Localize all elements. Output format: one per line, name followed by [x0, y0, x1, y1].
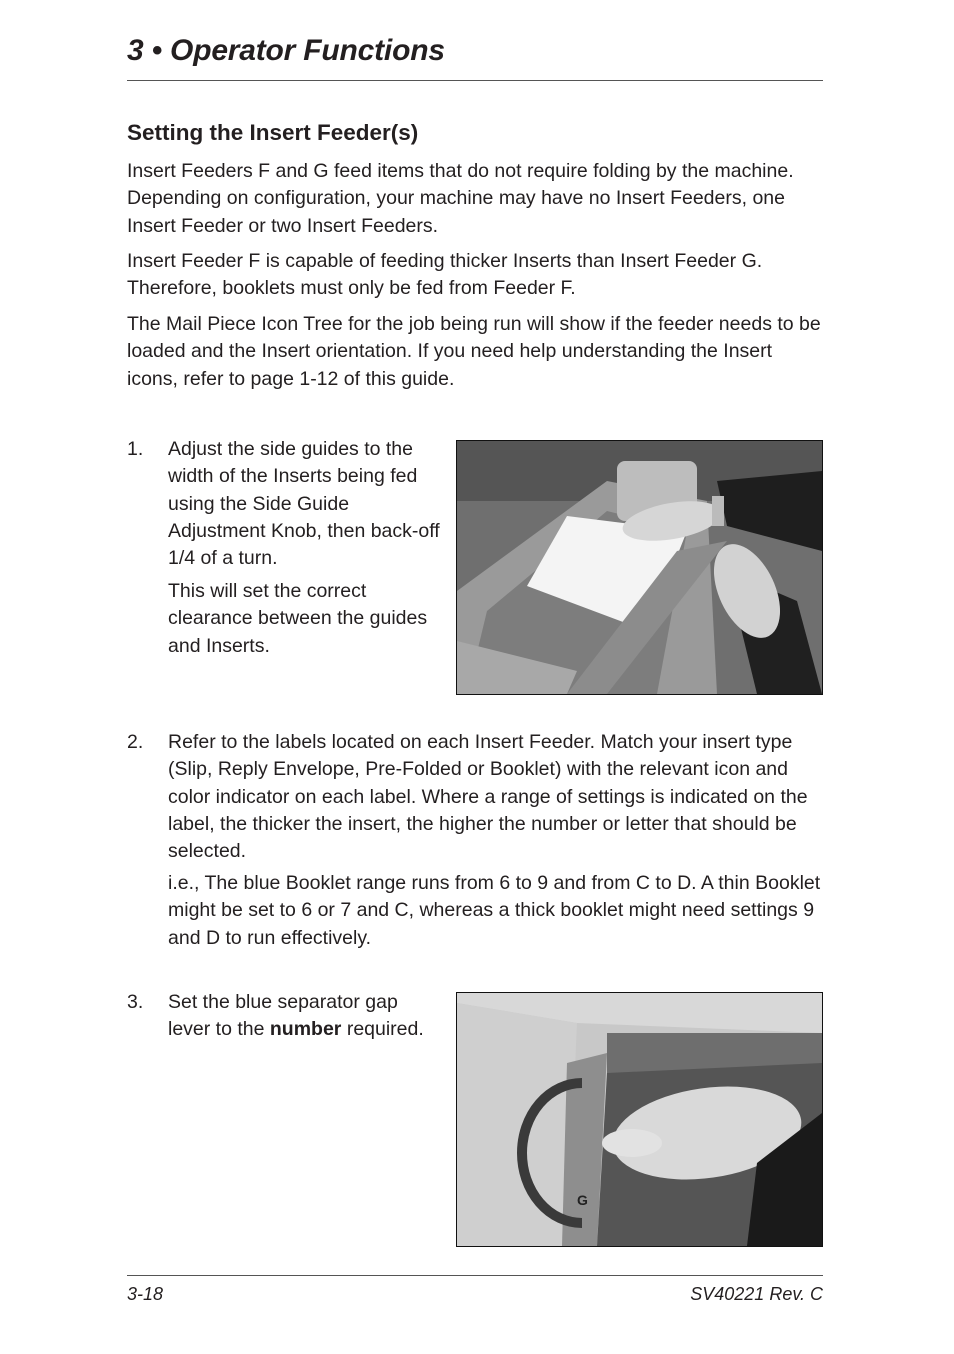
chapter-title: 3 • Operator Functions [127, 34, 445, 67]
step-3-text-bold: number [269, 1018, 342, 1041]
step-1-number: 1. [127, 438, 144, 460]
intro-paragraph-3: The Mail Piece Icon Tree for the job being run will show if the feeder needs to be loaded and the Insert orientation. If you need help understanding the Insert icons, refer to page 1-12 of this guide. [127, 313, 821, 390]
step-2-subtext: i.e., The blue Booklet range runs from 6 to 9 and from C to D. A thin Booklet might be set to 6 or 7 and C, whereas a thick booklet might need settings 9 and D to run effectively. [168, 872, 821, 949]
document-id: SV40221 Rev. C [690, 1284, 823, 1304]
footer-rule [127, 1275, 823, 1276]
step-3-text [168, 989, 438, 1044]
step-1-subtext: This will set the correct clearance between the guides and Inserts. [168, 580, 428, 657]
step-3-text-before: Set the blue separator gap lever to the [168, 991, 398, 1041]
step-2-text: Refer to the labels located on each Insert Feeder. Match your insert type (Slip, Reply Envelope, Pre-Folded or Booklet) with the relevant icon and color indicator on each label. Where a range of settings is indicated on the label, the thicker the insert, the higher the number or letter that should be selected. [168, 731, 808, 863]
step-1-text: Adjust the side guides to the width of the Inserts being fed using the Side Guide Adjustment Knob, then back-off 1/4 of a turn. [168, 438, 440, 570]
step-3-text-after: required. [341, 1018, 424, 1041]
page-number: 3-18 [127, 1284, 164, 1304]
step-3-number: 3. [127, 991, 144, 1013]
dial-letter: G [577, 1192, 588, 1208]
section-title: Setting the Insert Feeder(s) [127, 120, 419, 145]
step-2-number: 2. [127, 731, 144, 753]
separator-gap-lever-photo [456, 992, 823, 1247]
header-rule [127, 80, 823, 81]
side-guide-adjustment-photo [456, 440, 823, 695]
intro-paragraph-2: Insert Feeder F is capable of feeding thicker Inserts than Insert Feeder G. Therefore, booklets must only be fed from Feeder F. [127, 250, 763, 300]
intro-paragraph-1: Insert Feeders F and G feed items that do not require folding by the machine. Depending on configuration, your machine may have no Insert Feeders, one Insert Feeder or two Insert Feeders. [127, 160, 794, 237]
